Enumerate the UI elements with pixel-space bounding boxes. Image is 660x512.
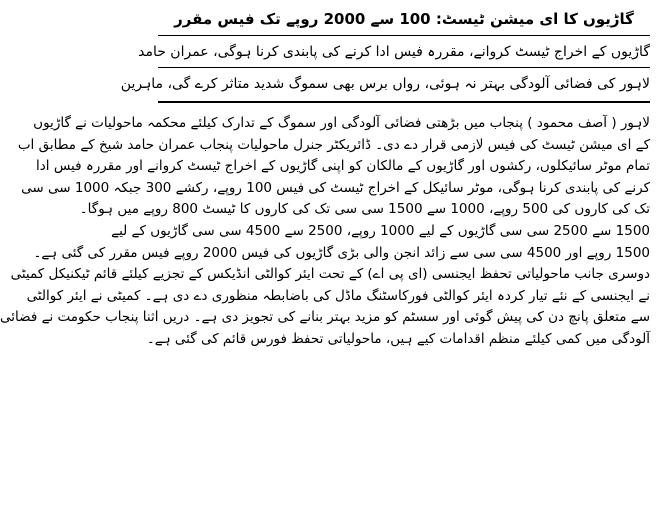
headline: گاڑیوں کا ای میشن ٹیسٹ: 100 سے 2000 روپے تک فیس مقرر bbox=[174, 10, 634, 28]
body-line: سے متعلق پانچ دن کی پیش گوئی اور سسٹم کو مزید بہتر بنانے کی تجویز دی ہے۔ دریں اثنا پنجاب حکومت نے فضائی bbox=[0, 309, 650, 326]
body-line: لاہور ( آصف محمود ) پنجاب میں بڑھتی فضائی آلودگی اور سموگ کے تدارک کیلئے محکمہ ماحولیات نے گاڑیوں bbox=[33, 115, 650, 131]
divider bbox=[158, 101, 650, 103]
article-body bbox=[0, 113, 650, 351]
body-line: تک کی کاروں کی 500 روپے، 1000 سے 1500 سی سی تک کی کاروں کا ٹیسٹ 800 روپے میں ہوگا۔ bbox=[79, 201, 650, 218]
divider bbox=[158, 35, 650, 36]
subheadline: لاہور کی فضائی آلودگی بہتر نہ ہوئی، رواں برس بھی سموگ شدید متاثر کرے گی، ماہرین bbox=[120, 76, 650, 92]
body-line: آلودگی میں کمی کیلئے منظم اقدامات کیے ہیں، ماحولیاتی تحفظ فورس قائم کی گئی ہے۔ bbox=[146, 330, 650, 347]
body-line: نے ایجنسی کے نئے تیار کردہ ایئر کوالٹی فورکاسٹنگ ماڈل کی باضابطہ منظوری دے دی ہے۔ کمیٹی نے ایئر کوالٹی bbox=[26, 287, 650, 304]
body-line: دوسری جانب ماحولیاتی تحفظ ایجنسی (ای پی اے) کے تحت ایئر کوالٹی انڈیکس کے تجزیے کیلئے قائم ٹیکنیکل کمیٹی bbox=[10, 266, 650, 283]
divider bbox=[158, 67, 650, 68]
body-line: 1500 سے 2500 سی سی گاڑیوں کے لیے 1000 روپے، 2500 سے 4500 سی سی گاڑیوں کے لیے bbox=[111, 222, 650, 239]
body-line: کرنے کی پابندی کرنا ہوگی، موٹر سائیکل کے اخراج ٹیسٹ کی فیس 100 روپے، رکشے 300 جبکہ 1000 سی سی bbox=[21, 179, 650, 196]
body-line: 1500 روپے اور 4500 سی سی سے زائد انجن والی بڑی گاڑیوں کی فیس 2000 روپے فیس مقرر کی گئی ہے۔ bbox=[33, 244, 650, 261]
subheadline: گاڑیوں کے اخراج ٹیسٹ کروانے، مقررہ فیس ادا کرنے کی پابندی کرنا ہوگی، عمران حامد bbox=[138, 44, 650, 60]
body-line: کے ای میشن ٹیسٹ کی فیس لازمی قرار دے دی۔ ڈائریکٹر جنرل ماحولیات پنجاب عمران حامد شیخ کے مطابق اب bbox=[17, 136, 650, 153]
body-line: تمام موٹر سائیکلوں، رکشوں اور گاڑیوں کے مالکان کو اپنی گاڑیوں کے اخراج ٹیسٹ کروانے اور مقررہ فیس ادا bbox=[36, 158, 650, 175]
